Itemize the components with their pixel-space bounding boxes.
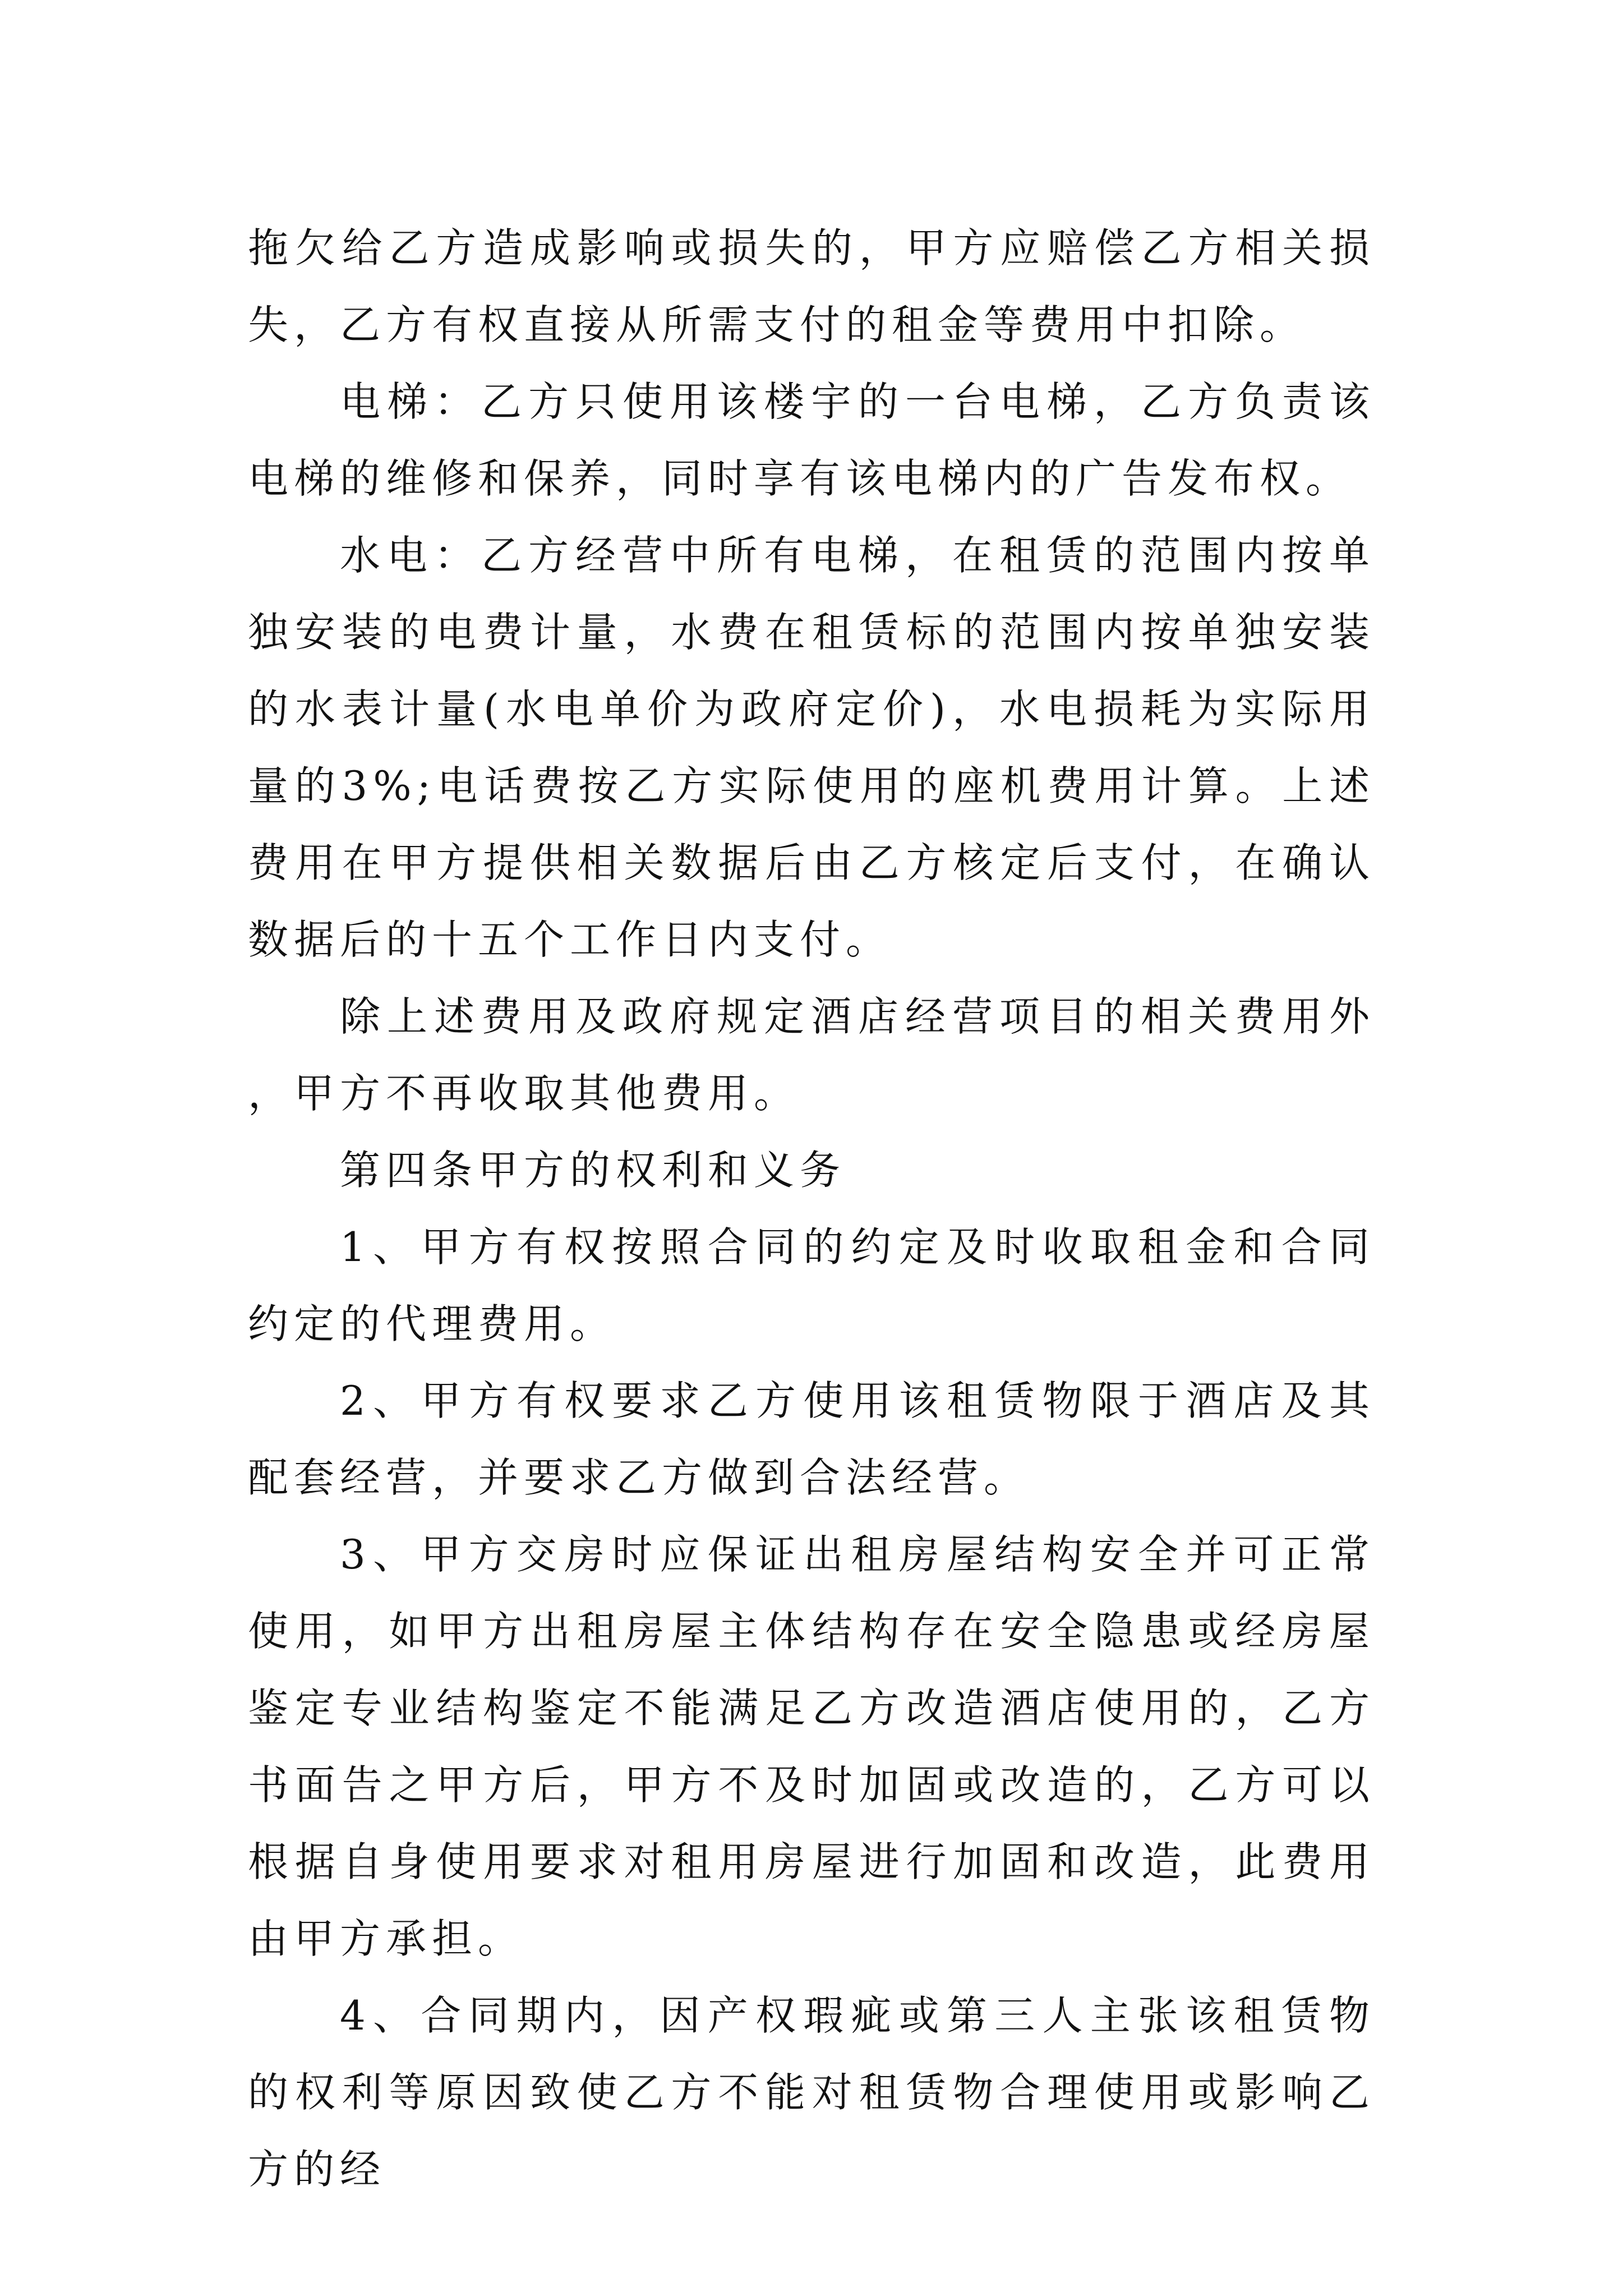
paragraph-no-other-fees: 除上述费用及政府规定酒店经营项目的相关费用外，甲方不再收取其他费用。 <box>248 993 1375 1117</box>
paragraph-clause-1: 1、甲方有权按照合同的约定及时收取租金和合同约定的代理费用。 <box>248 1223 1375 1347</box>
paragraph-continued-compensation: 拖欠给乙方造成影响或损失的，甲方应赔偿乙方相关损失，乙方有权直接从所需支付的租金等费用中扣除。 <box>248 224 1375 348</box>
paragraph-clause-4: 4、合同期内，因产权瑕疵或第三人主张该租赁物的权利等原因致使乙方不能对租赁物合理使用或影响乙方的经 <box>248 1992 1375 2193</box>
document-body <box>248 210 1375 2208</box>
paragraph-clause-2: 2、甲方有权要求乙方使用该租赁物限于酒店及其配套经营，并要求乙方做到合法经营。 <box>248 1377 1375 1501</box>
paragraph-elevator: 电梯：乙方只使用该楼宇的一台电梯，乙方负责该电梯的维修和保养，同时享有该电梯内的广告发布权。 <box>248 378 1375 502</box>
section-heading-article-four: 第四条甲方的权利和义务 <box>340 1147 846 1194</box>
paragraph-water-electricity: 水电：乙方经营中所有电梯，在租赁的范围内按单独安装的电费计量，水费在租赁标的范围内按单独安装的水表计量(水电单价为政府定价)，水电损耗为实际用量的3%;电话费按乙方实际使用的座机费用计算。上述费用在甲方提供相关数据后由乙方核定后支付，在确认数据后的十五个工作日内支付。 <box>248 532 1375 963</box>
paragraph-clause-3: 3、甲方交房时应保证出租房屋结构安全并可正常使用，如甲方出租房屋主体结构存在安全隐患或经房屋鉴定专业结构鉴定不能满足乙方改造酒店使用的，乙方书面告之甲方后，甲方不及时加固或改造的，乙方可以根据自身使用要求对租用房屋进行加固和改造，此费用由甲方承担。 <box>248 1531 1375 1962</box>
